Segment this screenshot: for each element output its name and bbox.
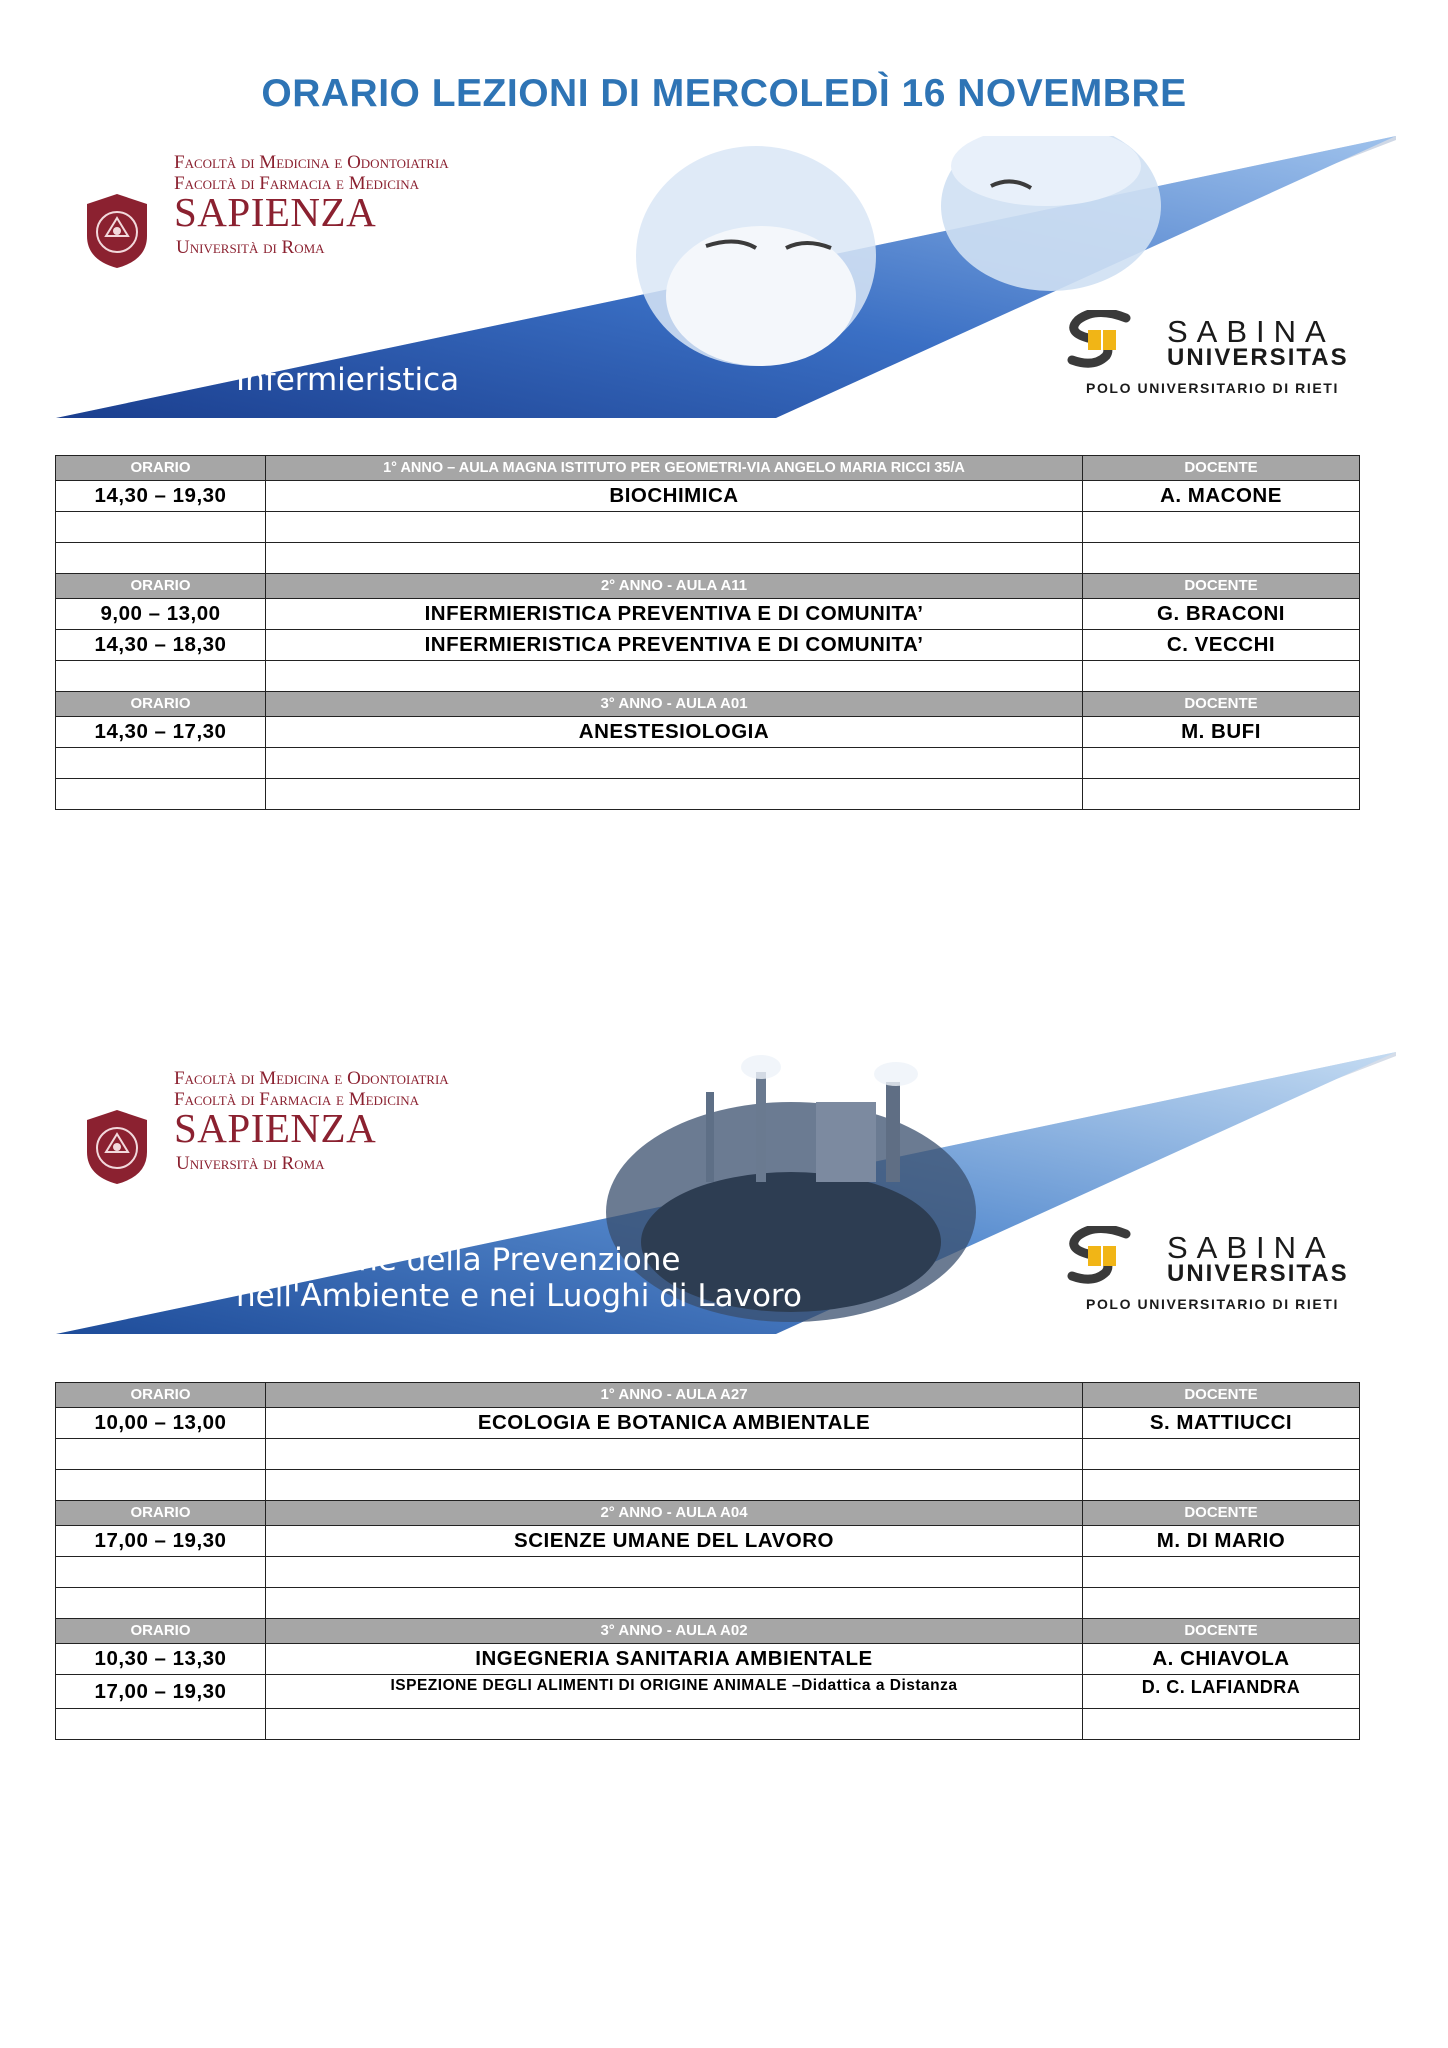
header-teacher: DOCENTE bbox=[1083, 692, 1360, 717]
table-row bbox=[56, 748, 1360, 779]
time-cell bbox=[56, 512, 266, 543]
schedule-table-infermieristica bbox=[55, 455, 1360, 810]
header-teacher: DOCENTE bbox=[1083, 574, 1360, 599]
header-teacher: DOCENTE bbox=[1083, 1619, 1360, 1644]
time-cell: 10,00 – 13,00 bbox=[56, 1408, 266, 1439]
header-time: ORARIO bbox=[56, 1501, 266, 1526]
header-teacher: DOCENTE bbox=[1083, 1501, 1360, 1526]
teacher-cell bbox=[1083, 1439, 1360, 1470]
header-class: 2° ANNO - AULA A04 bbox=[266, 1501, 1083, 1526]
table-header-row bbox=[56, 1619, 1360, 1644]
subject-cell bbox=[266, 1709, 1083, 1740]
header-class: 3° ANNO - AULA A02 bbox=[266, 1619, 1083, 1644]
table-row bbox=[56, 1470, 1360, 1501]
partner-subtitle: UNIVERSITAS bbox=[1167, 1260, 1349, 1287]
banner-tecniche-prevenzione bbox=[56, 1052, 1396, 1334]
faculty-line-2: Facoltà di Farmacia e Medicina bbox=[174, 173, 420, 194]
table-row bbox=[56, 779, 1360, 810]
header-class: 3° ANNO - AULA A01 bbox=[266, 692, 1083, 717]
table-row bbox=[56, 599, 1360, 630]
subject-cell bbox=[266, 1439, 1083, 1470]
time-cell: 10,30 – 13,30 bbox=[56, 1644, 266, 1675]
page-title: ORARIO LEZIONI DI MERCOLEDÌ 16 NOVEMBRE bbox=[261, 72, 1187, 115]
header-class: 1° ANNO - AULA A27 bbox=[266, 1383, 1083, 1408]
subject-cell bbox=[266, 1470, 1083, 1501]
header-time: ORARIO bbox=[56, 574, 266, 599]
time-cell bbox=[56, 1588, 266, 1619]
subject-cell: ISPEZIONE DEGLI ALIMENTI DI ORIGINE ANIMALE –Didattica a Distanza bbox=[266, 1675, 1083, 1709]
table-header-row bbox=[56, 1501, 1360, 1526]
faculty-line-1: Facoltà di Medicina e Odontoiatria bbox=[174, 152, 449, 173]
table-row bbox=[56, 1557, 1360, 1588]
header-time: ORARIO bbox=[56, 456, 266, 481]
time-cell bbox=[56, 1557, 266, 1588]
university-name: SAPIENZA bbox=[174, 1105, 377, 1151]
teacher-cell: S. MATTIUCCI bbox=[1083, 1408, 1360, 1439]
time-cell: 17,00 – 19,30 bbox=[56, 1675, 266, 1709]
subject-cell: INFERMIERISTICA PREVENTIVA E DI COMUNITA’ bbox=[266, 599, 1083, 630]
teacher-cell bbox=[1083, 543, 1360, 574]
time-cell: 14,30 – 19,30 bbox=[56, 481, 266, 512]
table-header-row bbox=[56, 456, 1360, 481]
header-teacher: DOCENTE bbox=[1083, 456, 1360, 481]
sapienza-seal-icon bbox=[84, 1108, 150, 1186]
subject-cell: ECOLOGIA E BOTANICA AMBIENTALE bbox=[266, 1408, 1083, 1439]
time-cell bbox=[56, 1439, 266, 1470]
course-title bbox=[236, 362, 459, 398]
time-cell bbox=[56, 543, 266, 574]
university-subtitle: Università di Roma bbox=[176, 1153, 325, 1174]
teacher-cell bbox=[1083, 1709, 1360, 1740]
time-cell bbox=[56, 779, 266, 810]
subject-cell bbox=[266, 1557, 1083, 1588]
time-cell bbox=[56, 1470, 266, 1501]
teacher-cell bbox=[1083, 748, 1360, 779]
header-time: ORARIO bbox=[56, 692, 266, 717]
subject-cell: ANESTESIOLOGIA bbox=[266, 717, 1083, 748]
table-row bbox=[56, 1644, 1360, 1675]
table-header-row bbox=[56, 1383, 1360, 1408]
table-row bbox=[56, 1439, 1360, 1470]
table-row bbox=[56, 512, 1360, 543]
university-subtitle: Università di Roma bbox=[176, 237, 325, 258]
faculty-line-2: Facoltà di Farmacia e Medicina bbox=[174, 1089, 420, 1110]
teacher-cell bbox=[1083, 1470, 1360, 1501]
teacher-cell bbox=[1083, 661, 1360, 692]
teacher-cell: M. DI MARIO bbox=[1083, 1526, 1360, 1557]
table-row bbox=[56, 630, 1360, 661]
sabina-logo-icon bbox=[1066, 310, 1136, 368]
teacher-cell bbox=[1083, 1557, 1360, 1588]
header-time: ORARIO bbox=[56, 1383, 266, 1408]
partner-tagline: POLO UNIVERSITARIO DI RIETI bbox=[1086, 380, 1339, 396]
table-header-row bbox=[56, 692, 1360, 717]
teacher-cell: A. MACONE bbox=[1083, 481, 1360, 512]
teacher-cell bbox=[1083, 779, 1360, 810]
table-row bbox=[56, 1408, 1360, 1439]
course-title-line-1: Infermieristica bbox=[236, 362, 460, 398]
teacher-cell bbox=[1083, 1588, 1360, 1619]
table-row bbox=[56, 1526, 1360, 1557]
time-cell bbox=[56, 661, 266, 692]
course-title-line-1: Tecniche della Prevenzione bbox=[263, 1242, 681, 1278]
table-row bbox=[56, 1709, 1360, 1740]
teacher-cell: M. BUFI bbox=[1083, 717, 1360, 748]
teacher-cell: D. C. LAFIANDRA bbox=[1083, 1675, 1360, 1709]
teacher-cell bbox=[1083, 512, 1360, 543]
time-cell: 14,30 – 18,30 bbox=[56, 630, 266, 661]
partner-name: SABINA bbox=[1167, 314, 1335, 349]
table-row bbox=[56, 481, 1360, 512]
subject-cell bbox=[266, 779, 1083, 810]
subject-cell bbox=[266, 661, 1083, 692]
header-time: ORARIO bbox=[56, 1619, 266, 1644]
subject-cell bbox=[266, 1588, 1083, 1619]
subject-cell: INFERMIERISTICA PREVENTIVA E DI COMUNITA’ bbox=[266, 630, 1083, 661]
partner-name: SABINA bbox=[1167, 1230, 1335, 1265]
sapienza-seal-icon bbox=[84, 192, 150, 270]
university-name: SAPIENZA bbox=[174, 189, 377, 235]
subject-cell: INGEGNERIA SANITARIA AMBIENTALE bbox=[266, 1644, 1083, 1675]
table-row bbox=[56, 1588, 1360, 1619]
partner-tagline: POLO UNIVERSITARIO DI RIETI bbox=[1086, 1296, 1339, 1312]
subject-cell: BIOCHIMICA bbox=[266, 481, 1083, 512]
teacher-cell: A. CHIAVOLA bbox=[1083, 1644, 1360, 1675]
table-row bbox=[56, 543, 1360, 574]
time-cell bbox=[56, 748, 266, 779]
table-header-row bbox=[56, 574, 1360, 599]
partner-subtitle: UNIVERSITAS bbox=[1167, 344, 1349, 371]
table-row bbox=[56, 1675, 1360, 1709]
faculty-line-1: Facoltà di Medicina e Odontoiatria bbox=[174, 1068, 449, 1089]
course-title-line-2: nell'Ambiente e nei Luoghi di Lavoro bbox=[236, 1278, 802, 1314]
course-title bbox=[236, 1242, 802, 1314]
time-cell bbox=[56, 1709, 266, 1740]
header-class: 1° ANNO – AULA MAGNA ISTITUTO PER GEOMETRI-VIA ANGELO MARIA RICCI 35/A bbox=[266, 456, 1083, 481]
time-cell: 14,30 – 17,30 bbox=[56, 717, 266, 748]
subject-cell: SCIENZE UMANE DEL LAVORO bbox=[266, 1526, 1083, 1557]
teacher-cell: C. VECCHI bbox=[1083, 630, 1360, 661]
schedule-table-prevenzione bbox=[55, 1382, 1360, 1740]
subject-cell bbox=[266, 543, 1083, 574]
teacher-cell: G. BRACONI bbox=[1083, 599, 1360, 630]
header-class: 2° ANNO - AULA A11 bbox=[266, 574, 1083, 599]
table-row bbox=[56, 661, 1360, 692]
subject-cell bbox=[266, 748, 1083, 779]
table-row bbox=[56, 717, 1360, 748]
header-teacher: DOCENTE bbox=[1083, 1383, 1360, 1408]
time-cell: 9,00 – 13,00 bbox=[56, 599, 266, 630]
time-cell: 17,00 – 19,30 bbox=[56, 1526, 266, 1557]
banner-infermieristica bbox=[56, 136, 1396, 418]
subject-cell bbox=[266, 512, 1083, 543]
sabina-logo-icon bbox=[1066, 1226, 1136, 1284]
